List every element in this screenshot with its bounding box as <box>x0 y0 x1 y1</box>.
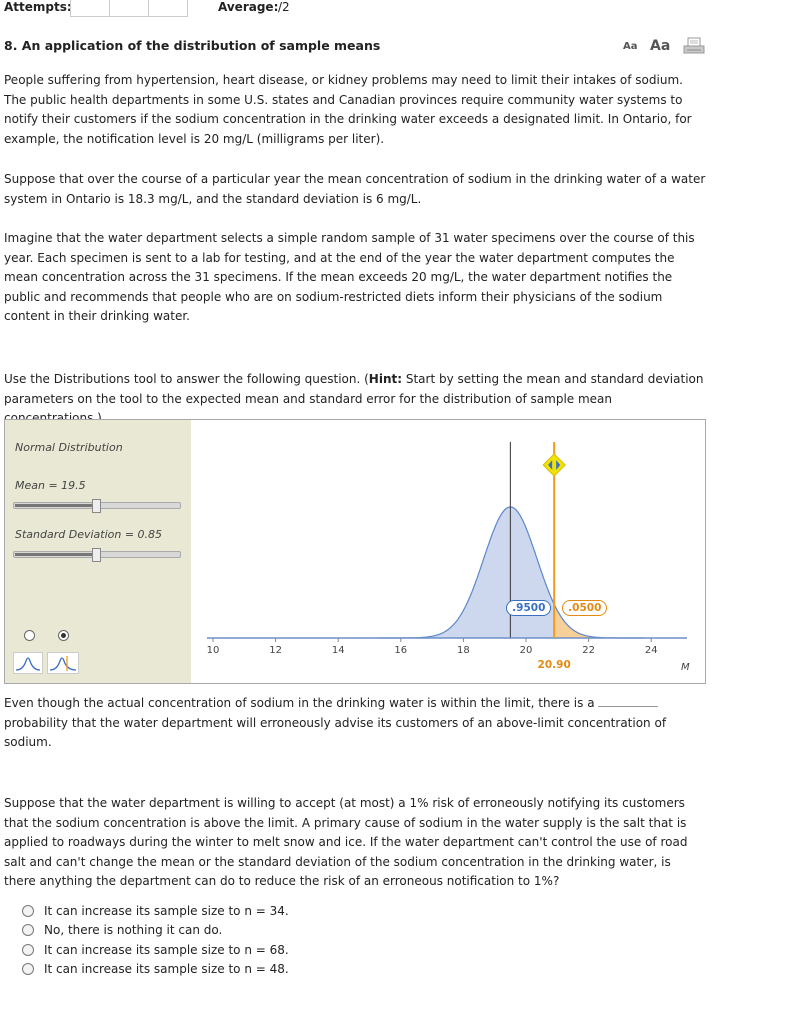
print-icon[interactable] <box>683 37 705 55</box>
distributions-tool <box>4 419 706 684</box>
handle-diamond[interactable] <box>543 454 565 476</box>
tick-label: 18 <box>457 645 470 656</box>
average-value: /2 <box>278 0 290 14</box>
mean-slider-thumb[interactable] <box>92 499 101 513</box>
single-tail-icon[interactable] <box>13 652 43 674</box>
sd-slider-fill <box>15 553 98 556</box>
choice-label: It can increase its sample size to n = 68. <box>44 943 289 957</box>
intro-paragraph: People suffering from hypertension, heart disease, or kidney problems may need to limit their intakes of sodium. The public health departments in some U.S. states and Canadian provinces require community water systems to notify their customers if the sodium concentration in the drinking water exceeds a designated limit. In Ontario, for example, the notification level is 20 mg/L (milligrams per liter). <box>4 73 692 146</box>
one-tail-radio[interactable] <box>24 630 35 641</box>
probability-blank-input[interactable] <box>598 695 658 707</box>
tick-label: 12 <box>269 645 282 656</box>
attempts-label: Attempts: <box>4 0 72 14</box>
axis-ticks <box>207 638 658 656</box>
split-area-icon[interactable] <box>47 652 79 674</box>
tick-label: 14 <box>331 645 345 656</box>
tick-label: 16 <box>394 645 408 656</box>
tool-controls-panel <box>5 420 191 683</box>
hint-post-text: Start by setting the mean and standard deviation parameters on the tool to the expected mean and standard error for the distribution of sample mean <box>4 372 704 406</box>
choice-radio[interactable] <box>22 924 34 936</box>
sd-slider-thumb[interactable] <box>92 548 101 562</box>
hint-label: Hint: <box>368 372 403 386</box>
two-area-radio[interactable] <box>58 630 69 641</box>
distribution-chart <box>191 420 705 683</box>
tick-label: 20 <box>519 645 533 656</box>
tick-label: 10 <box>206 645 220 656</box>
choice-label: It can increase its sample size to n = 34. <box>44 904 289 918</box>
mean-label: Mean = 19.5 <box>15 479 86 492</box>
left-probability-box: .9500 <box>506 600 551 616</box>
choice-radio[interactable] <box>22 963 34 975</box>
font-decrease-button[interactable]: Aa <box>623 41 638 52</box>
population-paragraph: Suppose that over the course of a particular year the mean concentration of sodium in the drinking water of a water system in Ontario is 18.3 mg/L, and the standard deviation is 6 mg/L. <box>4 172 706 206</box>
blank-post-text: probability that the water department will erroneously advise its customers of an above-limit concentration of sodium. <box>4 715 667 750</box>
tick-label: 24 <box>644 645 658 656</box>
blank-pre-text: Even though the actual concentration of sodium in the drinking water is within the limit, there is a <box>4 696 595 710</box>
choice-radio[interactable] <box>22 944 34 956</box>
tick-label: 22 <box>582 645 595 656</box>
choice-label: No, there is nothing it can do. <box>44 923 223 937</box>
attempt-box <box>148 0 188 17</box>
attempt-box <box>109 0 149 17</box>
mean-slider-fill <box>15 504 98 507</box>
choice-label: It can increase its sample size to n = 48. <box>44 962 289 976</box>
x-axis-label: M <box>681 662 690 673</box>
risk-paragraph: Suppose that the water department is willing to accept (at most) a 1% risk of erroneously notifying its customers that the sodium concentration is above the limit. A primary cause of sodium in the water supply is the salt that is applied to roadways during the winter to melt snow and ice. If the water department can't control the use of road salt and can't change the mean or the standard deviation of the sodium concentration in the drinking water, is there anything the department can do to reduce the risk of an erroneous notification to 1%? <box>4 796 688 889</box>
hint-pre-text: Use the Distributions tool to answer the following question. ( <box>4 372 369 386</box>
distribution-name: Normal Distribution <box>15 441 123 454</box>
cutoff-handle-icon[interactable] <box>543 454 565 476</box>
attempt-box <box>70 0 110 17</box>
sample-paragraph: Imagine that the water department selects a simple random sample of 31 water specimens over the course of this year. Each specimen is sent to a lab for testing, and at the end of the year the water department computes the mean concentration across the 31 specimens. If the mean exceeds 20 mg/L, the water department notifies the public and recommends that people who are on sodium-restricted diets inform their physicians of the sodium content in their drinking water. <box>4 231 695 324</box>
average-label: Average: <box>218 0 279 14</box>
attempts-bar <box>0 0 806 18</box>
font-increase-button[interactable]: Aa <box>650 38 671 54</box>
choice-radio[interactable] <box>22 905 34 917</box>
question-title: 8. An application of the distribution of sample means <box>4 38 381 53</box>
right-probability-box: .0500 <box>562 600 607 616</box>
cutoff-value-label: 20.90 <box>537 659 571 671</box>
sd-label: Standard Deviation = 0.85 <box>15 528 163 541</box>
left-area-fill <box>377 507 554 638</box>
blank-paragraph <box>4 694 706 753</box>
